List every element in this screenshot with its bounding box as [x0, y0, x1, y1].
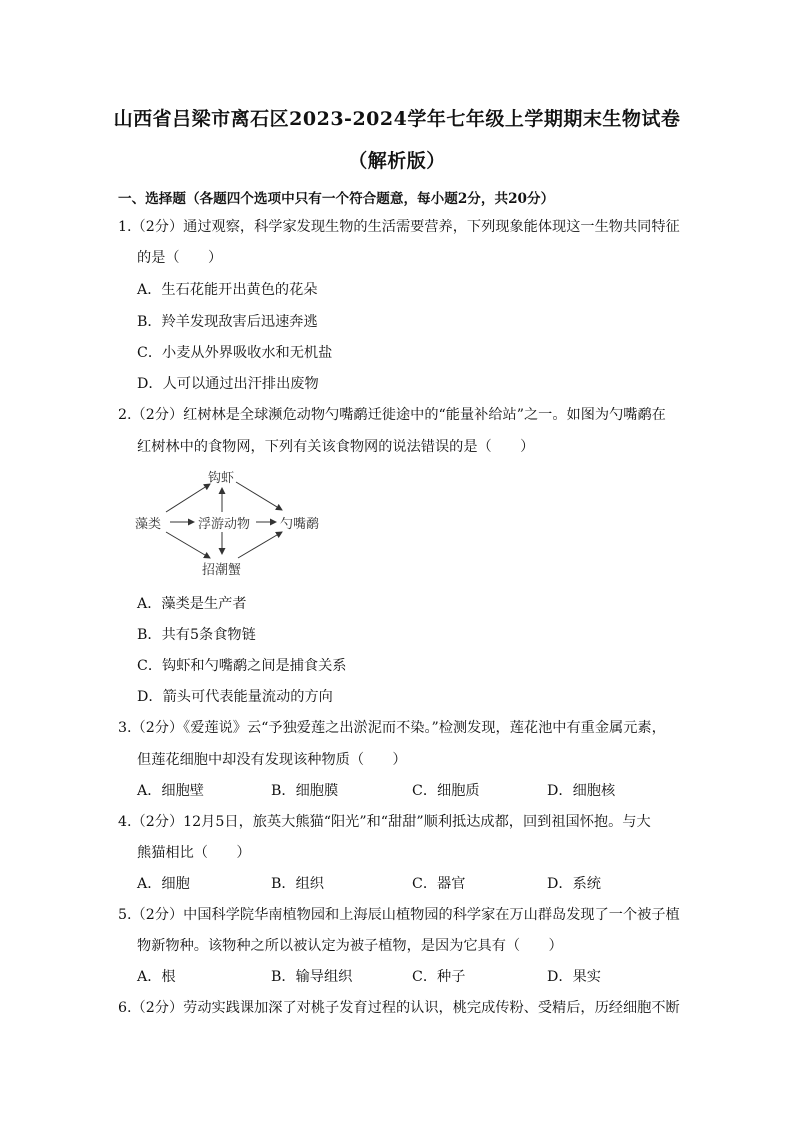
question-1-option-d: D．人可以通过出汗排出废物: [137, 376, 319, 392]
question-5-option-a: A．根: [137, 969, 176, 985]
question-5-option-b: B．输导组织: [271, 969, 353, 985]
node-sandpiper: 勺嘴鹬: [280, 517, 320, 532]
question-1-stem-cont: 的是（ ）: [137, 250, 223, 266]
question-5-stem-cont: 物新物种。该物种之所以被认定为被子植物，是因为它具有（ ）: [137, 938, 563, 954]
question-5-option-c: C．种子: [412, 969, 466, 985]
food-web-diagram: [130, 462, 340, 580]
node-crab: 招潮蟹: [202, 563, 242, 578]
question-4-option-b: B．组织: [271, 876, 324, 892]
question-2-option-c: C．钩虾和勺嘴鹬之间是捕食关系: [137, 658, 347, 674]
question-4-option-a: A．细胞: [137, 876, 190, 892]
question-4-stem: 4.（2分）12月5日，旅英大熊猫“阳光”和“甜甜”顺利抵达成都，回到祖国怀抱。与大: [118, 814, 651, 830]
question-6-stem: 6.（2分）劳动实践课加深了对桃子发育过程的认识，桃完成传粉、受精后，历经细胞不断: [118, 1000, 680, 1016]
question-2-option-a: A．藻类是生产者: [137, 596, 247, 612]
node-plankton: 浮游动物: [198, 517, 251, 532]
question-4-stem-cont: 熊猫相比（ ）: [137, 845, 251, 861]
question-5-stem: 5.（2分）中国科学院华南植物园和上海辰山植物园的科学家在万山群岛发现了一个被子植: [118, 907, 680, 923]
question-3-option-a: A．细胞壁: [137, 783, 204, 799]
arrow-crab-to-sandpiper: [238, 532, 282, 558]
arrow-algae-to-crab: [166, 532, 210, 558]
question-1-stem: 1.（2分）通过观察，科学家发现生物的生活需要营养，下列现象能体现这一生物共同特征: [118, 219, 680, 235]
question-3-option-b: B．细胞膜: [271, 783, 339, 799]
question-3-stem: 3.（2分）《爱莲说》云“予独爱莲之出淤泥而不染。”检测发现，莲花池中有重金属元素，: [118, 720, 666, 736]
question-4-option-c: C．器官: [412, 876, 466, 892]
question-2-stem-cont: 红树林中的食物网，下列有关该食物网的说法错误的是（ ）: [137, 439, 535, 455]
question-1-option-a: A．生石花能开出黄色的花朵: [137, 282, 318, 298]
question-3-option-c: C．细胞质: [412, 783, 480, 799]
question-4-option-d: D．系统: [547, 876, 601, 892]
section-heading: 一、选择题（各题四个选项中只有一个符合题意，每小题2分，共20分）: [118, 191, 555, 207]
question-3-option-d: D．细胞核: [547, 783, 616, 799]
question-5-option-d: D．果实: [547, 969, 601, 985]
exam-subtitle: （解析版）: [348, 150, 446, 172]
question-3-stem-cont: 但莲花细胞中却没有发现该种物质（ ）: [137, 752, 407, 768]
question-1-option-b: B．羚羊发现敌害后迅速奔逃: [137, 314, 318, 330]
node-algae: 藻类: [135, 517, 162, 532]
arrow-shrimp-to-sandpiper: [236, 482, 282, 510]
question-2-option-b: B．共有5条食物链: [137, 627, 256, 643]
question-1-option-c: C．小麦从外界吸收水和无机盐: [137, 345, 333, 361]
node-shrimp: 钩虾: [208, 471, 235, 486]
question-2-option-d: D．箭头可代表能量流动的方向: [137, 689, 333, 705]
arrow-algae-to-shrimp: [166, 484, 210, 512]
exam-title: 山西省吕梁市离石区2023-2024学年七年级上学期期末生物试卷: [113, 108, 681, 130]
question-2-stem: 2.（2分）红树林是全球濒危动物勺嘴鹬迁徙途中的“能量补给站”之一。如图为勺嘴鹬在: [118, 407, 666, 423]
